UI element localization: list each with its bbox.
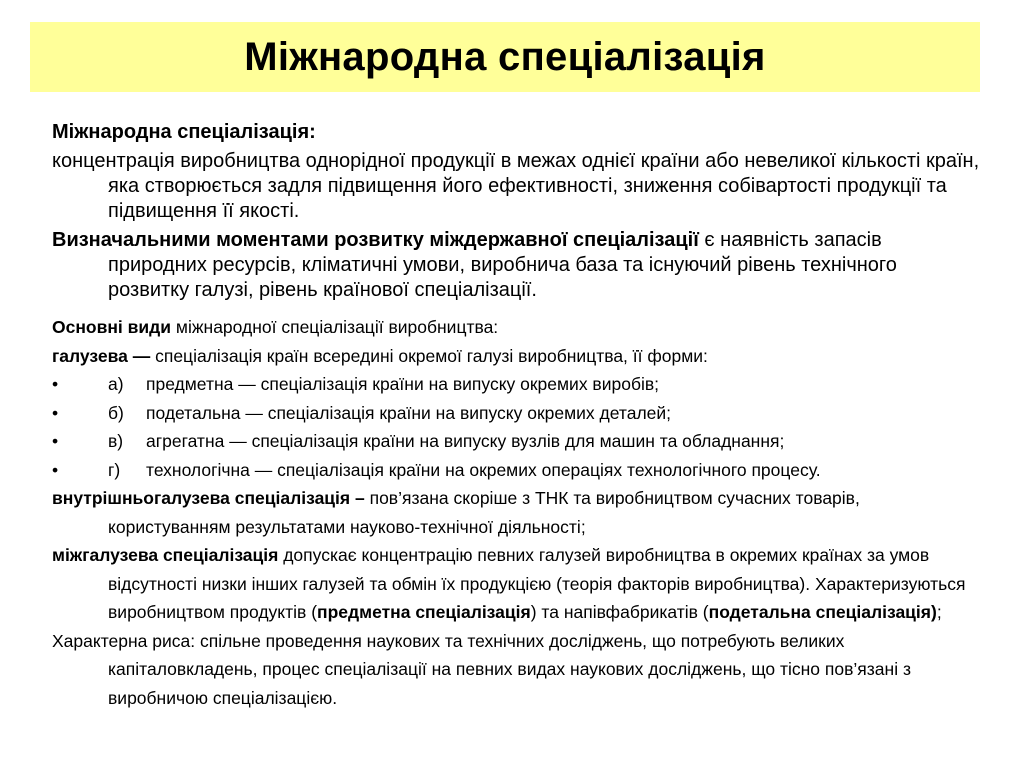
list-item bbox=[52, 399, 982, 428]
determinants-bold: Визначальними моментами розвитку міждержавної спеціалізації bbox=[52, 229, 699, 251]
definition-paragraph bbox=[52, 149, 982, 224]
sectoral-bold: галузева — bbox=[52, 345, 151, 366]
inter-industry-bold-2: предметна спеціалізація bbox=[317, 602, 531, 622]
slide-title: Міжнародна спеціалізація bbox=[244, 34, 766, 79]
definition-heading bbox=[52, 120, 982, 145]
list-item bbox=[52, 370, 982, 399]
inter-industry-text-1: допускає концентрацію певних галузей виробництва в окремих країнах за умов відсутності низки інших галузей та обмін їх продукцією (теорія факторів виробництва). Характеризуються виробництвом продуктів ( bbox=[108, 545, 966, 622]
slide-content bbox=[52, 120, 982, 712]
inter-industry-bold: міжгалузева спеціалізація bbox=[52, 545, 279, 565]
bullet-icon: • bbox=[52, 374, 59, 394]
list-item-text: агрегатна — спеціалізація країни на випуску вузлів для машин та обладнання; bbox=[146, 431, 785, 451]
list-item-letter: в) bbox=[108, 431, 124, 451]
determinants-paragraph bbox=[52, 228, 982, 303]
inter-industry-text-3: ; bbox=[936, 602, 942, 622]
list-item bbox=[52, 456, 982, 485]
inter-industry-paragraph bbox=[52, 541, 982, 627]
inter-industry-bold-3: подетальна спеціалізація) bbox=[708, 602, 937, 622]
main-types-bold: Основні види bbox=[52, 317, 172, 337]
determinants-text: є наявність запасів природних ресурсів, кліматичні умови, виробнича база та існуючий рівень технічного розвитку галузі, рівень країнової спеціалізації. bbox=[108, 229, 897, 301]
main-types-paragraph bbox=[52, 313, 982, 342]
title-band bbox=[30, 22, 980, 92]
intra-industry-paragraph bbox=[52, 484, 982, 541]
list-item-text: подетальна — спеціалізація країни на випуску окремих деталей; bbox=[146, 402, 672, 423]
inter-industry-text-2: ) та напівфабрикатів ( bbox=[530, 602, 709, 622]
list-item-letter: г) bbox=[108, 459, 121, 480]
intra-industry-bold: внутрішньогалузева спеціалізація – bbox=[52, 488, 365, 508]
sectoral-paragraph bbox=[52, 342, 982, 371]
list-item-letter: б) bbox=[108, 402, 124, 423]
bullet-icon: • bbox=[52, 402, 59, 423]
list-item-text: технологічна — спеціалізація країни на окремих операціях технологічного процесу. bbox=[146, 459, 821, 480]
sectoral-text: спеціалізація країн всередині окремої галузі виробництва, її форми: bbox=[150, 345, 708, 366]
list-item-letter: а) bbox=[108, 374, 124, 394]
feature-text: Характерна риса: спільне проведення наукових та технічних досліджень, що потребують великих капіталовкладень, процес спеціалізації на певних видах наукових досліджень, що тісно пов’язані з виробничою спеціалізацією. bbox=[52, 630, 911, 708]
bullet-icon: • bbox=[52, 431, 59, 451]
intra-industry-text: пов’язана скоріше з ТНК та виробництвом сучасних товарів, користуванням результатами науково-технічної діяльності; bbox=[108, 488, 860, 537]
list-item-text: предметна — спеціалізація країни на випуску окремих виробів; bbox=[146, 374, 660, 394]
list-item bbox=[52, 427, 982, 456]
feature-paragraph bbox=[52, 627, 982, 713]
bullet-icon: • bbox=[52, 459, 59, 480]
main-types-text: міжнародної спеціалізації виробництва: bbox=[171, 317, 499, 337]
definition-text: концентрація виробництва однорідної продукції в межах однієї країни або невеликої кількості країн, яка створюється задля підвищення його ефективності, зниження собівартості продукції та підвищення її якості. bbox=[52, 150, 980, 222]
definition-heading-text: Міжнародна спеціалізація: bbox=[52, 121, 316, 143]
